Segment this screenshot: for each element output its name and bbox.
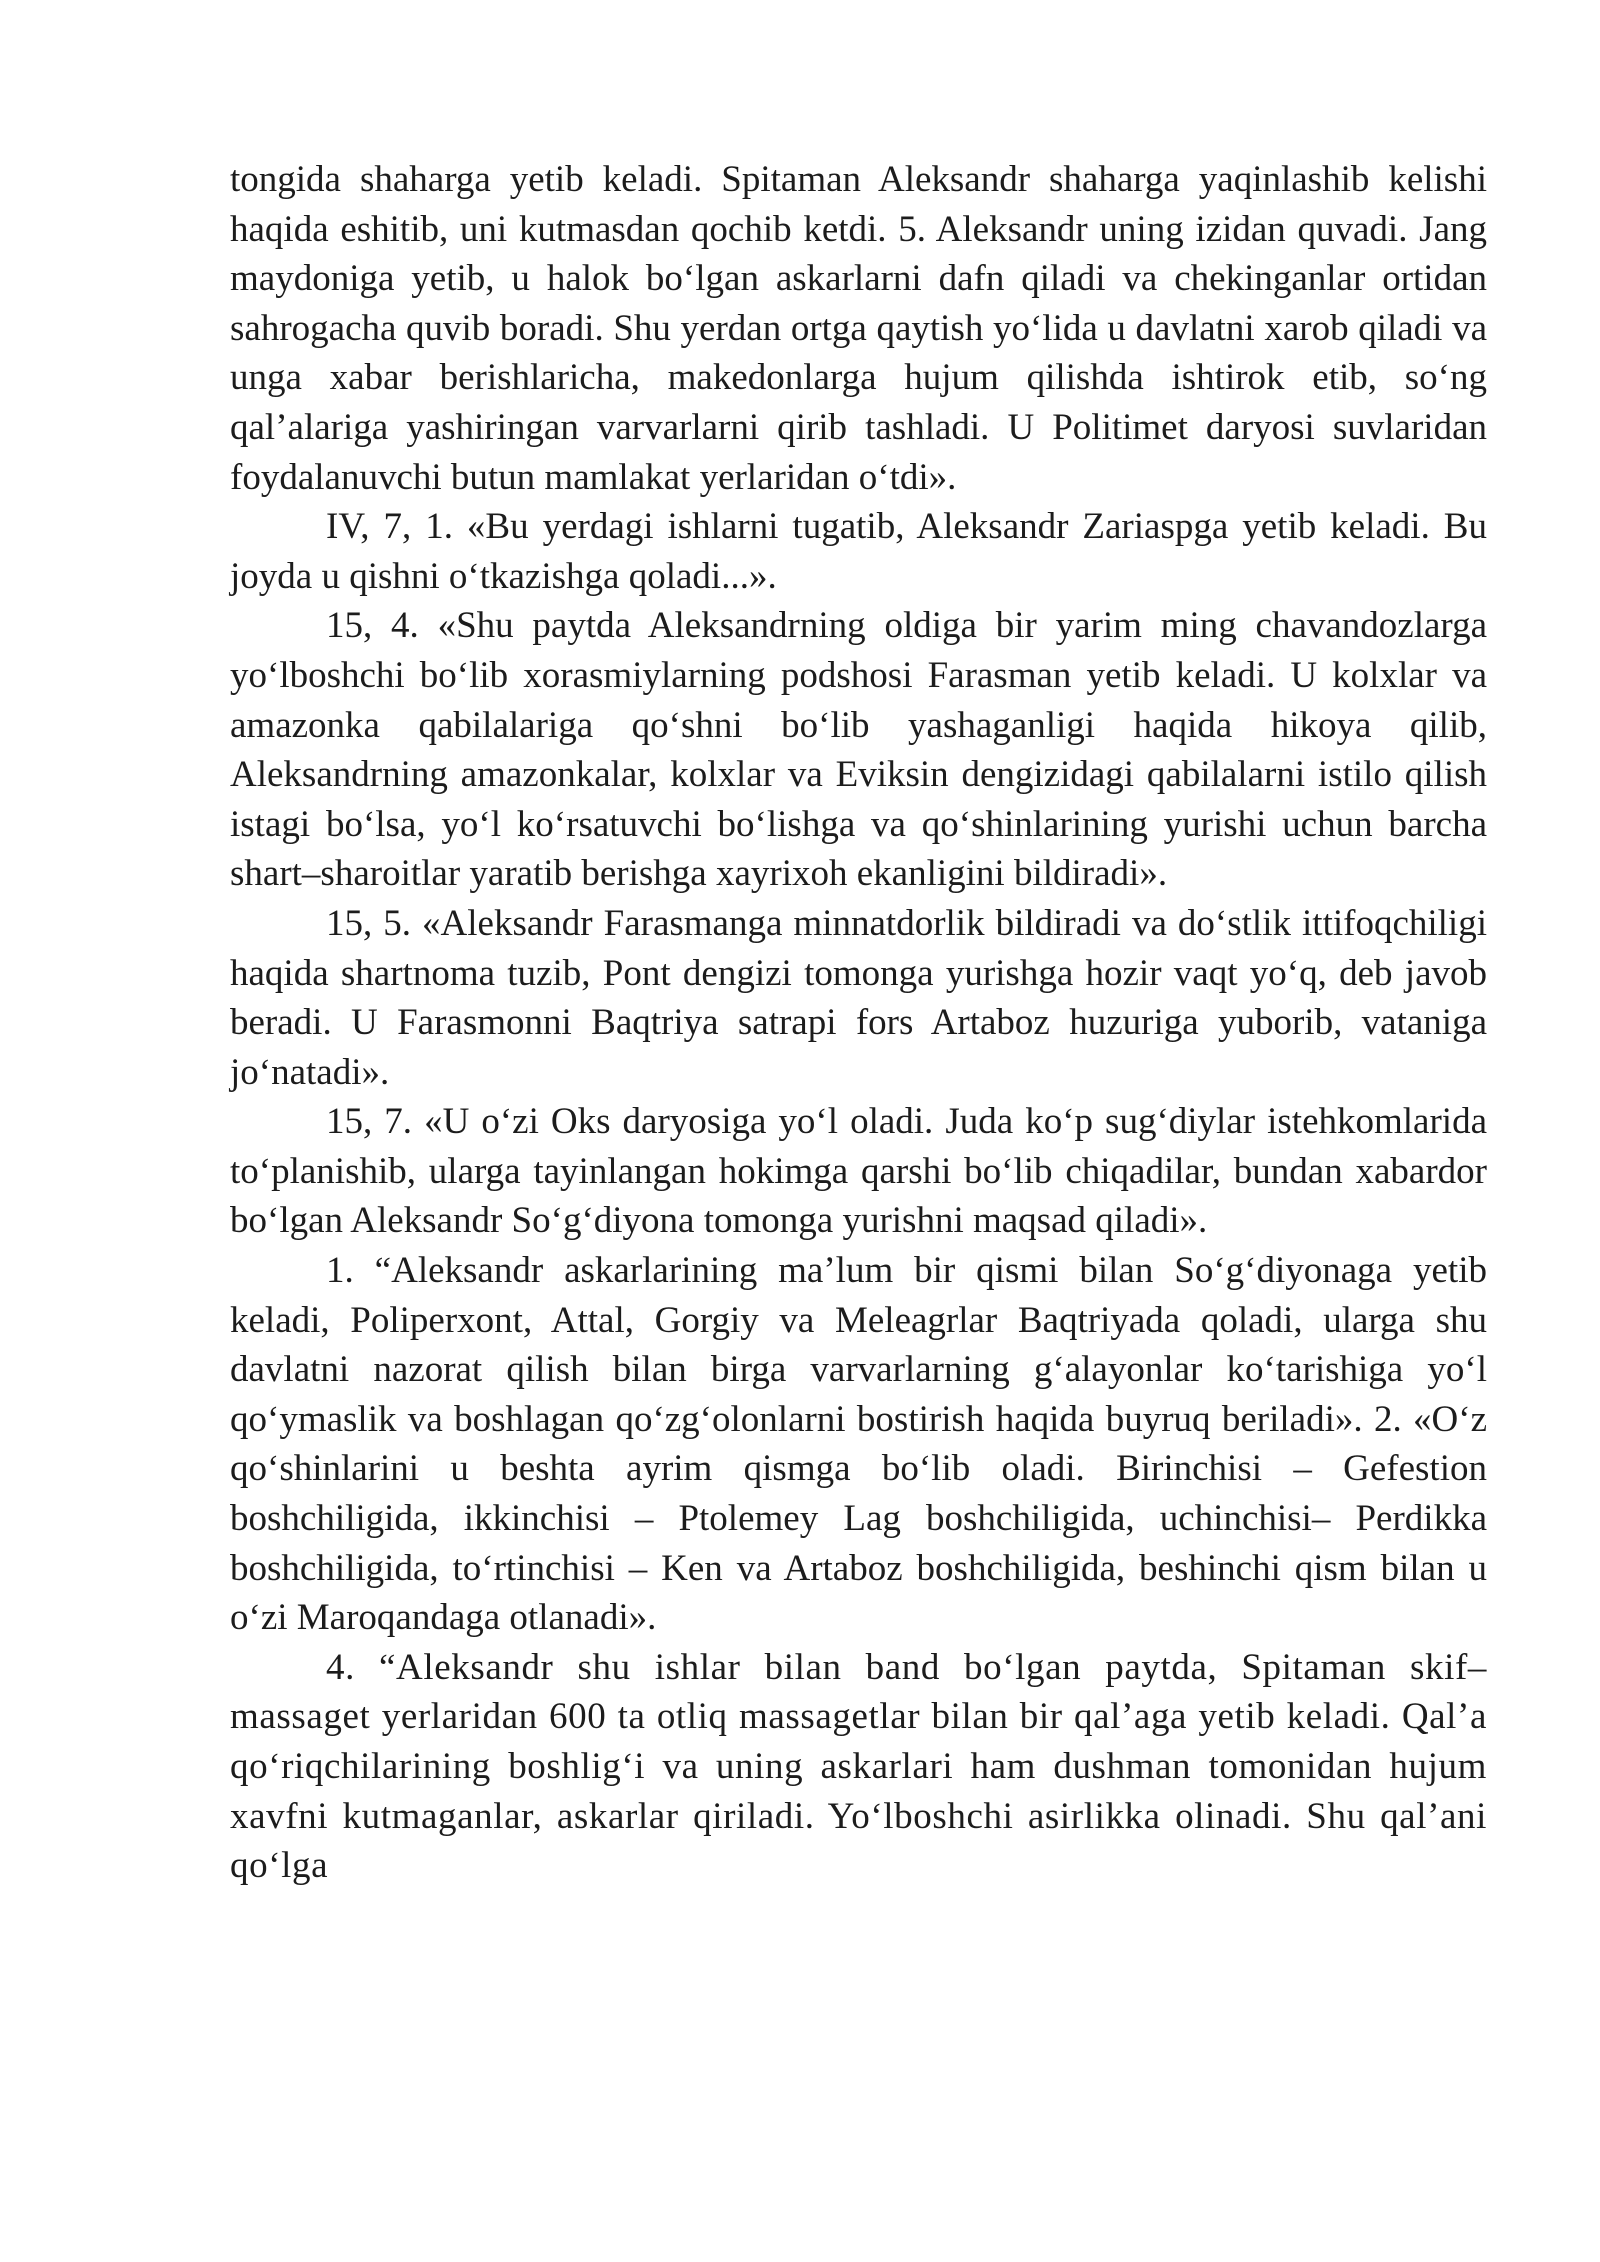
paragraph-3: 15, 4. «Shu paytda Aleksandrning oldiga bir yarim ming chavandozlarga yo‘lboshchi bo‘lib xorasmiylarning podshosi Farasman yetib keladi. U kolxlar va amazonka qabilalariga qo‘shni bo‘lib yashaganligi haqida hikoya qilib, Aleksandrning amazonkalar, kolxlar va Eviksin dengizidagi qabilalarni istilo qilish istagi bo‘lsa, yo‘l ko‘rsatuvchi bo‘lishga va qo‘shinlarining yurishi uchun barcha shart–sharoitlar yaratib berishga xayrixoh ekanligini bildiradi». xyxy=(230,605,1487,895)
paragraph-7: 4. “Aleksandr shu ishlar bilan band bo‘lgan paytda, Spitaman skif–massaget yerlaridan 600 ta otliq massagetlar bilan bir qal’aga yetib keladi. Qal’a qo‘riqchilarining boshlig‘i va uning askarlari ham dushman tomonidan hujum xavfni kutmaganlar, askarlar qiriladi. Yo‘lboshchi asirlikka olinadi. Shu qal’ani qo‘lga xyxy=(230,1646,1487,1887)
paragraph-1: tongida shaharga yetib keladi. Spitaman Aleksandr shaharga yaqinlashib kelishi haqida eshitib, uni kutmasdan qochib ketdi. 5. Aleksandr uning izidan quvadi. Jang maydoniga yetib, u halok bo‘lgan askarlarni dafn qiladi va chekinganlar ortidan sahrogacha quvib boradi. Shu yerdan ortga qaytish yo‘lida u davlatni xarob qiladi va unga xabar berishlaricha, makedonlarga hujum qilishda ishtirok etib, so‘ng qal’alariga yashiringan varvarlarni qirib tashladi. U Politimet daryosi suvlaridan foydalanuvchi butun mamlakat yerlaridan o‘tdi». xyxy=(230,159,1487,498)
paragraph-4: 15, 5. «Aleksandr Farasmanga minnatdorlik bildiradi va do‘stlik ittifoqchiligi haqida shartnoma tuzib, Pont dengizi tomonga yurishga hozir vaqt yo‘q, deb javob beradi. U Farasmonni Baqtriya satrapi fors Artaboz huzuriga yuborib, vataniga jo‘natadi». xyxy=(230,902,1487,1093)
paragraph-6: 1. “Aleksandr askarlarining ma’lum bir qismi bilan So‘g‘diyonaga yetib keladi, Poliperxont, Attal, Gorgiy va Meleagrlar Baqtriyada qoladi, ularga shu davlatni nazorat qilish bilan birga varvarlarning g‘alayonlar ko‘tarishiga yo‘l qo‘ymaslik va boshlagan qo‘zg‘olonlarni bostirish haqida buyruq beriladi». 2. «O‘z qo‘shinlarini u beshta ayrim qismga bo‘lib oladi. Birinchisi – Gefestion boshchiligida, ikkinchisi – Ptolemey Lag boshchiligida, uchinchisi– Perdikka boshchiligida, to‘rtinchisi – Ken va Artaboz boshchiligida, beshinchi qism bilan u o‘zi Maroqandaga otlanadi». xyxy=(230,1250,1487,1639)
paragraph-5: 15, 7. «U o‘zi Oks daryosiga yo‘l oladi. Juda ko‘p sug‘diylar istehkomlarida to‘planishib, ularga tayinlangan hokimga qarshi bo‘lib chiqadilar, bundan xabardor bo‘lgan Aleksandr So‘g‘diyona tomonga yurishni maqsad qiladi». xyxy=(230,1101,1487,1242)
paragraph-2: IV, 7, 1. «Bu yerdagi ishlarni tugatib, Aleksandr Zariaspga yetib keladi. Bu joyda u qishni o‘tkazishga qoladi...». xyxy=(230,506,1487,597)
document-page xyxy=(230,155,1487,1891)
